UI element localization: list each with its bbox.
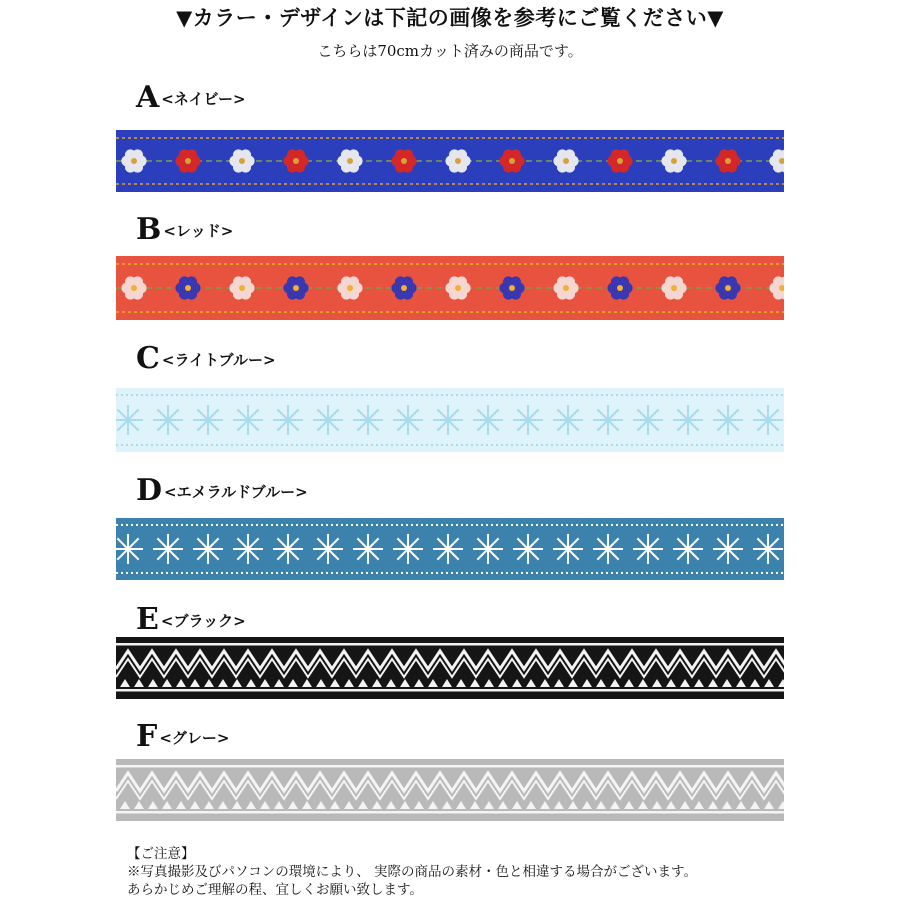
ribbon-b-image <box>116 256 784 320</box>
ribbon-c-image <box>116 388 784 452</box>
snowflake-motif <box>473 405 503 435</box>
ribbon-f-image <box>116 759 784 821</box>
ribbon-e-image <box>116 637 784 699</box>
option-c-label <box>136 341 276 376</box>
snowflake-motif <box>233 534 263 564</box>
option-letter: D <box>136 473 163 508</box>
snowflake-motif <box>753 405 783 435</box>
option-e-label <box>136 602 246 637</box>
snowflake-motif <box>553 534 583 564</box>
snowflake-motif <box>273 405 303 435</box>
header-title: ▼カラー・デザインは下記の画像を参考にご覧ください▼ <box>176 5 724 30</box>
option-name: <ライトブルー> <box>161 351 276 369</box>
option-letter: C <box>136 341 160 376</box>
snowflake-motif <box>233 405 263 435</box>
option-letter: E <box>136 602 159 637</box>
option-letter: A <box>136 80 160 115</box>
option-d-label <box>136 473 308 508</box>
snowflake-motif <box>713 405 743 435</box>
snowflake-motif <box>353 405 383 435</box>
snowflake-motif <box>393 534 423 564</box>
option-a-label <box>136 80 246 115</box>
notice <box>127 845 697 899</box>
snowflake-motif <box>433 534 463 564</box>
snowflake-motif <box>673 405 703 435</box>
ribbon-a-image <box>116 130 784 192</box>
option-name: <レッド> <box>163 222 234 240</box>
option-b-label <box>136 212 233 247</box>
snowflake-motif <box>193 405 223 435</box>
header-subtitle: こちらは70cmカット済みの商品です。 <box>317 42 583 60</box>
snowflake-motif <box>153 534 183 564</box>
snowflake-motif <box>353 534 383 564</box>
snowflake-motif <box>633 534 663 564</box>
option-name: <エメラルドブルー> <box>164 483 308 501</box>
snowflake-motif <box>313 405 343 435</box>
snowflake-motif <box>193 534 223 564</box>
snowflake-motif <box>433 405 463 435</box>
snowflake-motif <box>273 534 303 564</box>
notice-heading: 【ご注意】 <box>127 846 195 862</box>
snowflake-motif <box>753 534 783 564</box>
snowflake-motif <box>553 405 583 435</box>
snowflake-motif <box>713 534 743 564</box>
snowflake-motif <box>633 405 663 435</box>
snowflake-motif <box>393 405 423 435</box>
option-name: <ブラック> <box>160 612 246 630</box>
snowflake-motif <box>513 534 543 564</box>
option-f-label <box>136 719 229 754</box>
ribbon-d-image <box>116 518 784 580</box>
snowflake-motif <box>673 534 703 564</box>
option-name: <ネイビー> <box>161 90 246 108</box>
option-name: <グレー> <box>159 729 230 747</box>
snowflake-motif <box>593 405 623 435</box>
notice-line-1: ※写真撮影及びパソコンの環境により、 実際の商品の素材・色と相違する場合がございます。 <box>127 864 697 880</box>
snowflake-motif <box>513 405 543 435</box>
snowflake-motif <box>153 405 183 435</box>
notice-line-2: あらかじめご理解の程、宜しくお願い致します。 <box>127 882 423 898</box>
snowflake-motif <box>313 534 343 564</box>
snowflake-motif <box>593 534 623 564</box>
option-letter: B <box>136 212 162 247</box>
option-letter: F <box>136 719 158 754</box>
snowflake-motif <box>473 534 503 564</box>
